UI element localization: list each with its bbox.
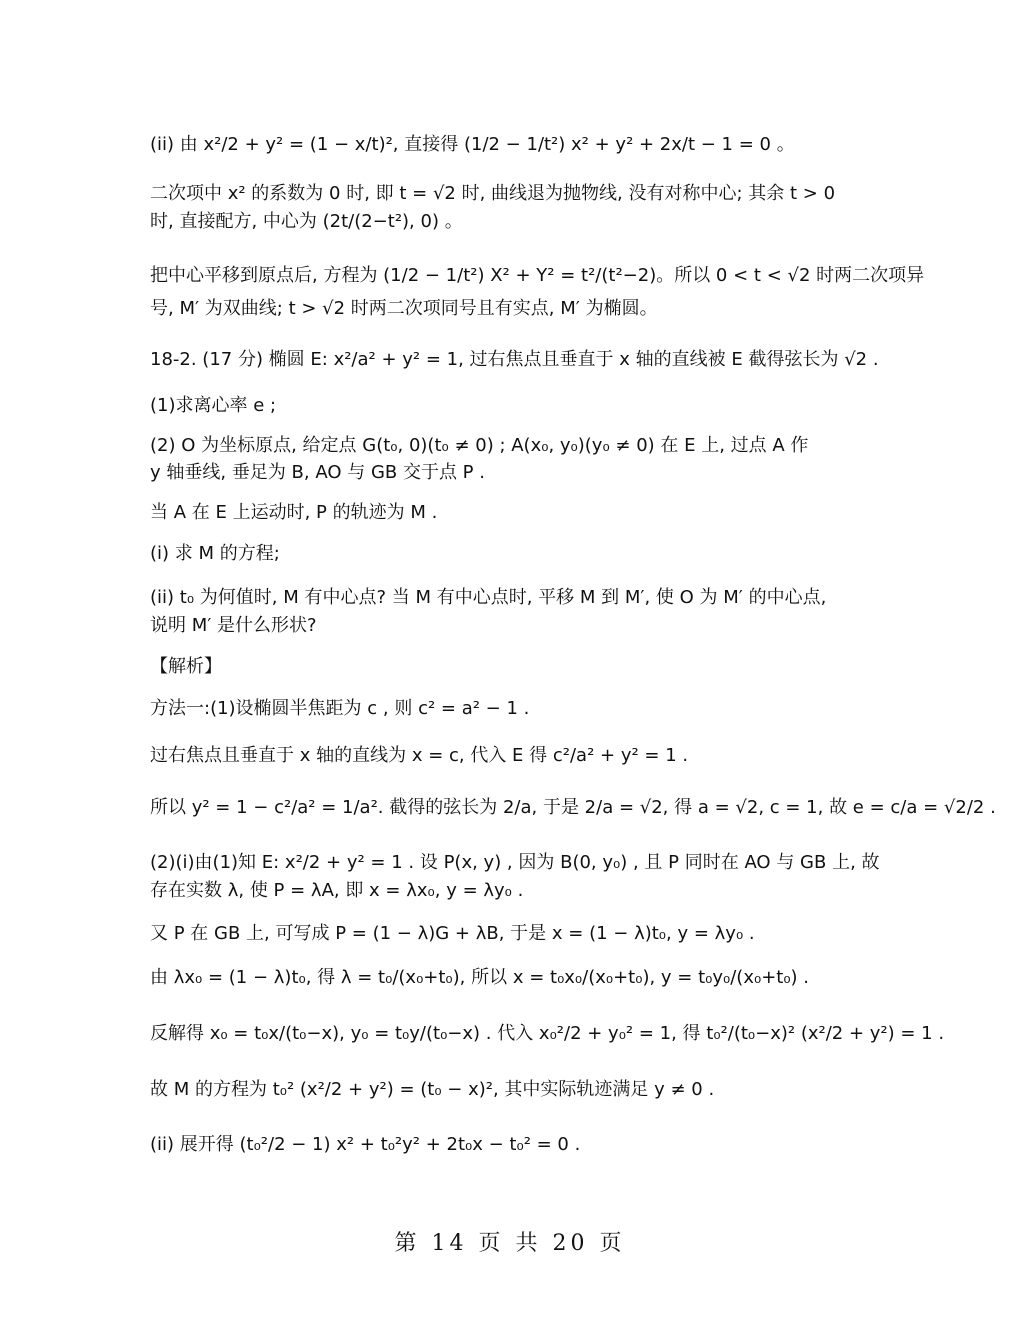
question-2i: (i) 求 M 的方程;: [150, 543, 280, 564]
question-2ii-line2: 说明 M′ 是什么形状?: [150, 615, 317, 636]
question-2ii-line1: (ii) t₀ 为何值时, M 有中心点? 当 M 有中心点时, 平移 M 到 M′, 使 O 为 M′ 的中心点,: [150, 587, 827, 608]
solution-step-9: 故 M 的方程为 t₀² (x²/2 + y²) = (t₀ − x)², 其中实际轨迹满足 y ≠ 0 .: [150, 1079, 715, 1100]
page-footer: 第 14 页 共 20 页: [394, 1231, 626, 1256]
solution-step-1: 方法一:(1)设椭圆半焦距为 c , 则 c² = a² − 1 .: [150, 698, 530, 719]
solution-step-3: 所以 y² = 1 − c²/a² = 1/a². 截得的弦长为 2/a, 于是 2/a = √2, 得 a = √2, c = 1, 故 e = c/a = √2/2 .: [150, 797, 996, 818]
solution-step-5: 存在实数 λ, 使 P = λA, 即 x = λx₀, y = λy₀ .: [150, 880, 524, 901]
solution-step-6: 又 P 在 GB 上, 可写成 P = (1 − λ)G + λB, 于是 x = (1 − λ)t₀, y = λy₀ .: [150, 923, 755, 944]
question-1: (1)求离心率 e ;: [150, 395, 277, 416]
solution-heading: 【解析】: [150, 656, 222, 677]
line-shape-conclusion: 号, M′ 为双曲线; t > √2 时两二次项同号且有实点, M′ 为椭圆。: [150, 298, 658, 319]
trajectory-statement: 当 A 在 E 上运动时, P 的轨迹为 M .: [150, 502, 438, 523]
line-ii-derivation: (ii) 由 x²/2 + y² = (1 − x/t)², 直接得 (1/2 − 1/t²) x² + y² + 2x/t − 1 = 0 。: [150, 134, 795, 155]
solution-step-2: 过右焦点且垂直于 x 轴的直线为 x = c, 代入 E 得 c²/a² + y² = 1 .: [150, 745, 689, 766]
question-2-line1: (2) O 为坐标原点, 给定点 G(t₀, 0)(t₀ ≠ 0) ; A(x₀, y₀)(y₀ ≠ 0) 在 E 上, 过点 A 作: [150, 435, 809, 456]
solution-step-8: 反解得 x₀ = t₀x/(t₀−x), y₀ = t₀y/(t₀−x) . 代入 x₀²/2 + y₀² = 1, 得 t₀²/(t₀−x)² (x²/2 + y²) = 1 .: [150, 1023, 945, 1044]
problem-18-2-title: 18-2. (17 分) 椭圆 E: x²/a² + y² = 1, 过右焦点且垂直于 x 轴的直线被 E 截得弦长为 √2 .: [150, 349, 879, 370]
line-center: 时, 直接配方, 中心为 (2t/(2−t²), 0) 。: [150, 211, 463, 232]
solution-step-4: (2)(i)由(1)知 E: x²/2 + y² = 1 . 设 P(x, y) , 因为 B(0, y₀) , 且 P 同时在 AO 与 GB 上, 故: [150, 852, 880, 873]
line-translate-center: 把中心平移到原点后, 方程为 (1/2 − 1/t²) X² + Y² = t²/(t²−2)。所以 0 < t < √2 时两二次项异: [150, 265, 925, 286]
line-coefficient-zero: 二次项中 x² 的系数为 0 时, 即 t = √2 时, 曲线退为抛物线, 没有对称中心; 其余 t > 0: [150, 183, 836, 204]
question-2-line2: y 轴垂线, 垂足为 B, AO 与 GB 交于点 P .: [150, 462, 485, 483]
solution-step-10: (ii) 展开得 (t₀²/2 − 1) x² + t₀²y² + 2t₀x − t₀² = 0 .: [150, 1134, 581, 1155]
solution-step-7: 由 λx₀ = (1 − λ)t₀, 得 λ = t₀/(x₀+t₀), 所以 x = t₀x₀/(x₀+t₀), y = t₀y₀/(x₀+t₀) .: [150, 967, 810, 988]
